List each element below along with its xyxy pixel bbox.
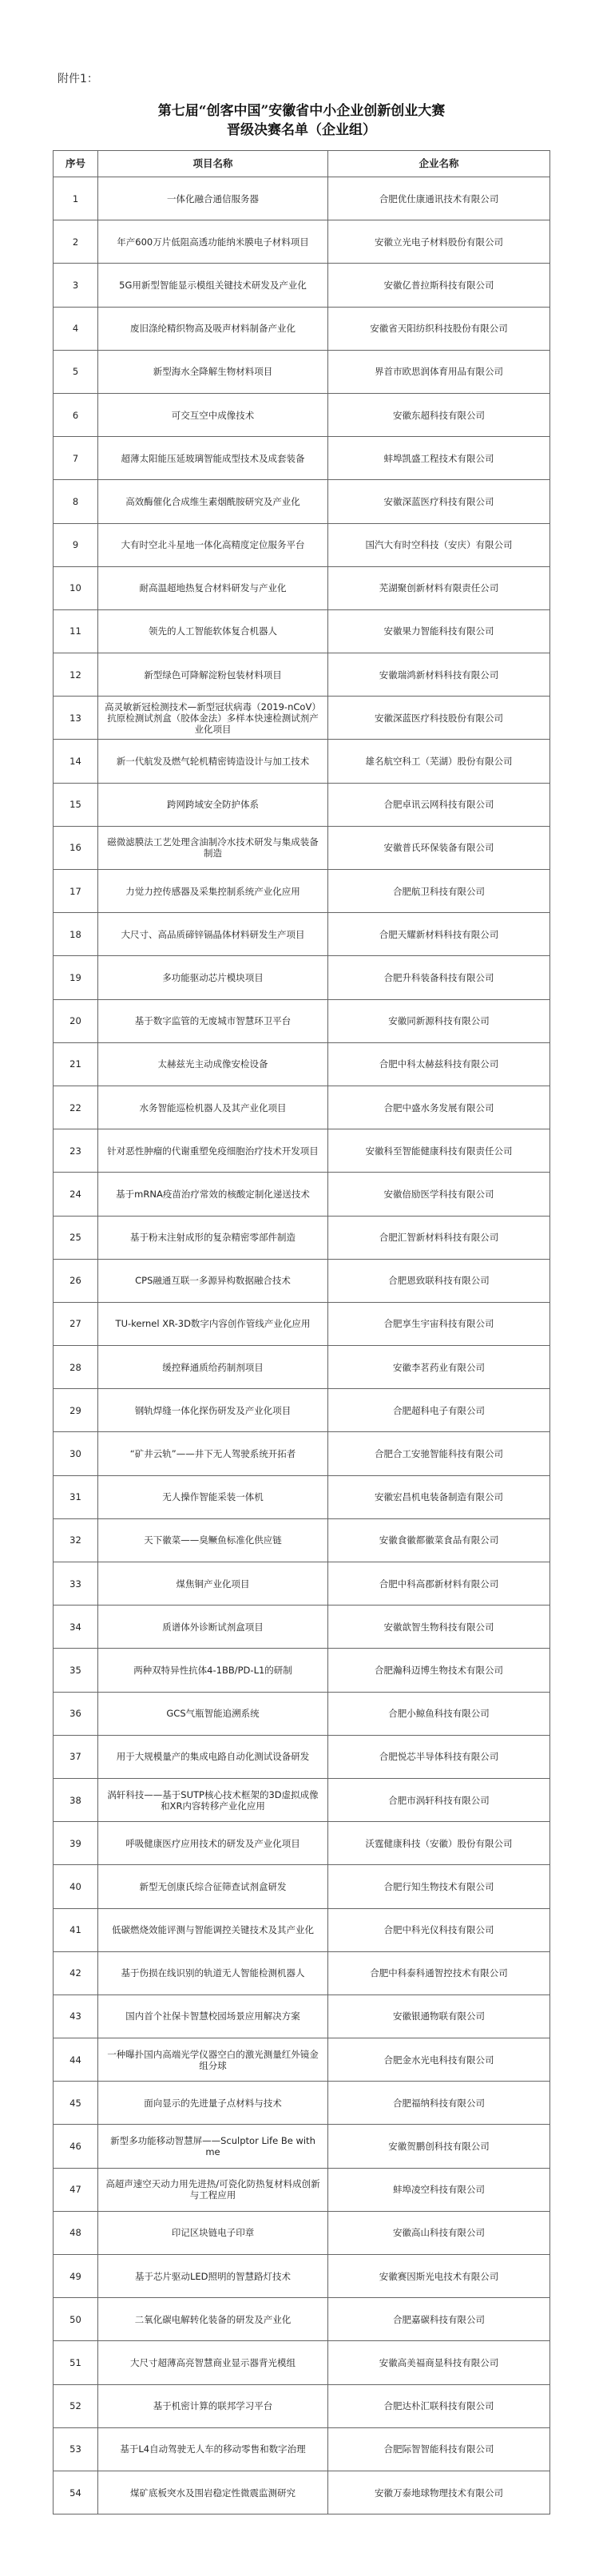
cell-project: 涡轩科技——基于SUTP核心技术框架的3D虚拟成像和XR内容转移产业化应用: [98, 1778, 328, 1821]
cell-enterprise: 安徽同新源科技有限公司: [328, 999, 550, 1042]
cell-project: 年产600万片低阻高透功能纳米膜电子材料项目: [98, 220, 328, 264]
cell-no: 40: [54, 1865, 98, 1908]
table-row: [54, 1951, 550, 1995]
cell-no: 30: [54, 1432, 98, 1475]
cell-project: 新一代航发及燃气轮机精密铸造设计与加工技术: [98, 740, 328, 783]
cell-project: 超薄太阳能压延玻璃智能成型技术及成套装备: [98, 437, 328, 480]
cell-project: 新型海水全降解生物材料项目: [98, 350, 328, 393]
cell-project: 基于芯片驱动LED照明的智慧路灯技术: [98, 2255, 328, 2298]
cell-no: 5: [54, 350, 98, 393]
cell-enterprise: 安徽李茗药业有限公司: [328, 1346, 550, 1389]
cell-enterprise: 界首市欧思润体育用品有限公司: [328, 350, 550, 393]
cell-enterprise: 合肥金水光电科技有限公司: [328, 2038, 550, 2082]
cell-project: 新型无创康氏综合征筛查试剂盒研发: [98, 1865, 328, 1908]
attachment-label: 附件1：: [58, 73, 98, 85]
header-project: 项目名称: [98, 151, 328, 177]
cell-enterprise: 合肥中盛水务发展有限公司: [328, 1086, 550, 1129]
cell-no: 8: [54, 480, 98, 523]
table-row: [54, 1692, 550, 1735]
table-row: [54, 437, 550, 480]
cell-enterprise: 合肥中科太赫兹科技有限公司: [328, 1042, 550, 1086]
table-row: [54, 2341, 550, 2384]
cell-no: 1: [54, 177, 98, 220]
cell-enterprise: 蚌埠凯盛工程技术有限公司: [328, 437, 550, 480]
table-row: [54, 1778, 550, 1821]
cell-project: 跨网跨域安全防护体系: [98, 783, 328, 826]
table-row: [54, 1346, 550, 1389]
cell-no: 47: [54, 2168, 98, 2211]
cell-enterprise: 合肥际智智能科技有限公司: [328, 2427, 550, 2471]
table-row: [54, 2427, 550, 2471]
cell-no: 20: [54, 999, 98, 1042]
table-row: [54, 2298, 550, 2341]
cell-enterprise: 合肥享生宇宙科技有限公司: [328, 1302, 550, 1345]
cell-project: 煤矿底板突水及围岩稳定性微震监测研究: [98, 2471, 328, 2514]
cell-enterprise: 合肥优仕康通讯技术有限公司: [328, 177, 550, 220]
table-row: [54, 826, 550, 869]
table-row: [54, 1129, 550, 1173]
cell-enterprise: 合肥升科装备科技有限公司: [328, 956, 550, 999]
cell-project: 面向显示的先进量子点材料与技术: [98, 2082, 328, 2125]
cell-no: 16: [54, 826, 98, 869]
cell-no: 52: [54, 2384, 98, 2427]
cell-no: 38: [54, 1778, 98, 1821]
cell-project: 基于L4自动驾驶无人车的移动零售和数字治理: [98, 2427, 328, 2471]
cell-project: GCS气瓶智能追溯系统: [98, 1692, 328, 1735]
table-row: [54, 1042, 550, 1086]
cell-no: 36: [54, 1692, 98, 1735]
cell-project: 一体化融合通信服务器: [98, 177, 328, 220]
table-row: [54, 1302, 550, 1345]
cell-enterprise: 安徽果力智能科技有限公司: [328, 609, 550, 653]
table-row: [54, 566, 550, 609]
cell-project: 低碳燃烧效能评测与智能调控关键技术及其产业化: [98, 1908, 328, 1951]
document-title: 第七届“创客中国”安徽省中小企业创新创业大赛: [157, 103, 446, 119]
table-row: [54, 350, 550, 393]
cell-project: 一种曝扑国内高端光学仪器空白的激光测量红外镜金组分球: [98, 2038, 328, 2082]
cell-project: 国内首个社保卡智慧校园场景应用解决方案: [98, 1995, 328, 2038]
table-row: [54, 177, 550, 220]
table-row: [54, 956, 550, 999]
cell-enterprise: 安徽科至智能健康科技有限责任公司: [328, 1129, 550, 1173]
cell-no: 10: [54, 566, 98, 609]
table-row: [54, 1865, 550, 1908]
cell-enterprise: 安徽省天阳纺织科技股份有限公司: [328, 307, 550, 350]
cell-project: 磁微滤膜法工艺处理含油制冷水技术研发与集成装备制造: [98, 826, 328, 869]
cell-project: 煤焦铜产业化项目: [98, 1562, 328, 1606]
cell-project: 多功能驱动芯片模块项目: [98, 956, 328, 999]
cell-no: 53: [54, 2427, 98, 2471]
cell-enterprise: 安徽倍励医学科技有限公司: [328, 1173, 550, 1216]
table-row: [54, 1432, 550, 1475]
cell-enterprise: 安徽深蓝医疗科技股份有限公司: [328, 697, 550, 740]
cell-project: 水务智能巡检机器人及其产业化项目: [98, 1086, 328, 1129]
cell-no: 28: [54, 1346, 98, 1389]
cell-enterprise: 合肥达朴汇联科技有限公司: [328, 2384, 550, 2427]
cell-project: 基于mRNA疫苗治疗常效的核酸定制化递送技术: [98, 1173, 328, 1216]
cell-project: 基于机密计算的联邦学习平台: [98, 2384, 328, 2427]
table-row: [54, 393, 550, 436]
cell-project: 天下徽菜——臭鳜鱼标准化供应链: [98, 1518, 328, 1562]
cell-project: 用于大规模量产的集成电路自动化测试设备研发: [98, 1735, 328, 1778]
cell-project: 大有时空北斗星地一体化高精度定位服务平台: [98, 523, 328, 566]
cell-enterprise: 合肥市涡轩科技有限公司: [328, 1778, 550, 1821]
cell-project: 高效酶催化合成维生素烟酰胺研究及产业化: [98, 480, 328, 523]
cell-project: 高灵敏新冠检测技术—新型冠状病毒（2019-nCoV）抗原检测试剂盒（胶体金法）多样本快速检测试剂产业化项目: [98, 697, 328, 740]
cell-enterprise: 合肥汇智新材料科技有限公司: [328, 1216, 550, 1259]
cell-project: 印记区块链电子印章: [98, 2211, 328, 2254]
table-row: [54, 220, 550, 264]
cell-project: “矿井云轨”——井下无人驾驶系统开拓者: [98, 1432, 328, 1475]
cell-no: 24: [54, 1173, 98, 1216]
cell-no: 54: [54, 2471, 98, 2514]
cell-enterprise: 合肥瀚科迈博生物技术有限公司: [328, 1649, 550, 1692]
cell-enterprise: 国汽大有时空科技（安庆）有限公司: [328, 523, 550, 566]
cell-enterprise: 安徽高美福商显科技有限公司: [328, 2341, 550, 2384]
cell-project: 基于粉末注射成形的复杂精密零部件制造: [98, 1216, 328, 1259]
cell-enterprise: 安徽瑞鸿新材料科技有限公司: [328, 653, 550, 697]
cell-project: 针对恶性肿瘤的代谢重塑免疫细胞治疗技术开发项目: [98, 1129, 328, 1173]
cell-no: 42: [54, 1951, 98, 1995]
cell-enterprise: 合肥嘉碳科技有限公司: [328, 2298, 550, 2341]
table-row: [54, 1735, 550, 1778]
table-row: [54, 1606, 550, 1649]
cell-enterprise: 安徽亿普拉斯科技有限公司: [328, 264, 550, 307]
cell-no: 44: [54, 2038, 98, 2082]
table-row: [54, 1086, 550, 1129]
cell-project: 力觉力控传感器及采集控制系统产业化应用: [98, 870, 328, 913]
table-row: [54, 609, 550, 653]
cell-no: 33: [54, 1562, 98, 1606]
cell-no: 22: [54, 1086, 98, 1129]
cell-enterprise: 合肥合工安驰智能科技有限公司: [328, 1432, 550, 1475]
cell-enterprise: 安徽贺鹏创科技有限公司: [328, 2125, 550, 2168]
cell-project: 领先的人工智能软体复合机器人: [98, 609, 328, 653]
table-row: [54, 1518, 550, 1562]
cell-enterprise: 合肥天耀新材料科技有限公司: [328, 913, 550, 956]
cell-no: 45: [54, 2082, 98, 2125]
cell-no: 3: [54, 264, 98, 307]
cell-enterprise: 安徽深蓝医疗科技有限公司: [328, 480, 550, 523]
cell-no: 19: [54, 956, 98, 999]
table-row: [54, 1216, 550, 1259]
table-row: [54, 480, 550, 523]
cell-project: 缓控释通质给药制剂项目: [98, 1346, 328, 1389]
cell-no: 51: [54, 2341, 98, 2384]
finalist-table: [53, 150, 550, 2514]
cell-no: 12: [54, 653, 98, 697]
table-row: [54, 1822, 550, 1865]
cell-enterprise: 合肥行知生物技术有限公司: [328, 1865, 550, 1908]
cell-no: 49: [54, 2255, 98, 2298]
cell-no: 17: [54, 870, 98, 913]
table-row: [54, 523, 550, 566]
cell-no: 46: [54, 2125, 98, 2168]
cell-no: 34: [54, 1606, 98, 1649]
cell-enterprise: 合肥恩致联科技有限公司: [328, 1259, 550, 1302]
cell-enterprise: 合肥小鲸鱼科技有限公司: [328, 1692, 550, 1735]
table-row: [54, 999, 550, 1042]
table-row: [54, 1173, 550, 1216]
cell-enterprise: 安徽高山科技有限公司: [328, 2211, 550, 2254]
header-enterprise: 企业名称: [328, 151, 550, 177]
cell-enterprise: 安徽赛因斯光电技术有限公司: [328, 2255, 550, 2298]
cell-project: 基于数字监管的无废城市智慧环卫平台: [98, 999, 328, 1042]
table-row: [54, 697, 550, 740]
cell-no: 14: [54, 740, 98, 783]
table-row: [54, 913, 550, 956]
table-row: [54, 2384, 550, 2427]
header-no: 序号: [54, 151, 98, 177]
cell-no: 50: [54, 2298, 98, 2341]
cell-no: 48: [54, 2211, 98, 2254]
cell-enterprise: 合肥卓讯云网科技有限公司: [328, 783, 550, 826]
cell-no: 41: [54, 1908, 98, 1951]
cell-enterprise: 合肥福纳科技有限公司: [328, 2082, 550, 2125]
cell-no: 21: [54, 1042, 98, 1086]
cell-enterprise: 合肥中科泰科通智控技术有限公司: [328, 1951, 550, 1995]
cell-no: 43: [54, 1995, 98, 2038]
table-row: [54, 1389, 550, 1432]
cell-project: 太赫兹光主动成像安检设备: [98, 1042, 328, 1086]
cell-enterprise: 合肥航卫科技有限公司: [328, 870, 550, 913]
table-row: [54, 307, 550, 350]
cell-enterprise: 蚌埠凌空科技有限公司: [328, 2168, 550, 2211]
table-row: [54, 2082, 550, 2125]
cell-enterprise: 合肥悦芯半导体科技有限公司: [328, 1735, 550, 1778]
cell-no: 4: [54, 307, 98, 350]
table-row: [54, 2255, 550, 2298]
cell-no: 23: [54, 1129, 98, 1173]
cell-enterprise: 安徽宏昌机电装备制造有限公司: [328, 1475, 550, 1518]
table-row: [54, 264, 550, 307]
table-row: [54, 1995, 550, 2038]
cell-project: CPS融通互联一多源异构数据融合技术: [98, 1259, 328, 1302]
cell-no: 15: [54, 783, 98, 826]
cell-no: 32: [54, 1518, 98, 1562]
cell-enterprise: 合肥中科高郡新材料有限公司: [328, 1562, 550, 1606]
cell-enterprise: 沃霆健康科技（安徽）股份有限公司: [328, 1822, 550, 1865]
cell-project: 新型绿色可降解淀粉包装材料项目: [98, 653, 328, 697]
cell-enterprise: 安徽银通物联有限公司: [328, 1995, 550, 2038]
table-row: [54, 2471, 550, 2514]
cell-no: 6: [54, 393, 98, 436]
table-row: [54, 1908, 550, 1951]
cell-project: 5G用新型智能显示模组关键技术研发及产业化: [98, 264, 328, 307]
table-row: [54, 1649, 550, 1692]
cell-project: 可交互空中成像技术: [98, 393, 328, 436]
cell-enterprise: 安徽歆智生物科技有限公司: [328, 1606, 550, 1649]
table-row: [54, 740, 550, 783]
cell-enterprise: 雄名航空科工（芜湖）股份有限公司: [328, 740, 550, 783]
cell-enterprise: 安徽普氏环保装备有限公司: [328, 826, 550, 869]
cell-project: 二氧化碳电解转化装备的研发及产业化: [98, 2298, 328, 2341]
document-subtitle: 晋级决赛名单（企业组）: [227, 122, 376, 138]
cell-project: 耐高温超地热复合材料研发与产业化: [98, 566, 328, 609]
cell-project: 新型多功能移动智慧屏——Sculptor Life Be with me: [98, 2125, 328, 2168]
cell-no: 2: [54, 220, 98, 264]
table-row: [54, 2038, 550, 2082]
cell-enterprise: 安徽立光电子材料股份有限公司: [328, 220, 550, 264]
table-header-row: [54, 151, 550, 177]
cell-no: 25: [54, 1216, 98, 1259]
cell-enterprise: 安徽食徽都徽菜食品有限公司: [328, 1518, 550, 1562]
table-row: [54, 2168, 550, 2211]
cell-enterprise: 合肥中科光仪科技有限公司: [328, 1908, 550, 1951]
table-row: [54, 1259, 550, 1302]
cell-project: TU-kernel XR-3D数字内容创作管线产业化应用: [98, 1302, 328, 1345]
cell-no: 13: [54, 697, 98, 740]
cell-enterprise: 安徽万泰地球物理技术有限公司: [328, 2471, 550, 2514]
cell-project: 大尺寸超薄高亮智慧商业显示器背光模组: [98, 2341, 328, 2384]
cell-no: 7: [54, 437, 98, 480]
cell-project: 大尺寸、高品质碲锌镉晶体材料研发生产项目: [98, 913, 328, 956]
cell-project: 无人操作智能采装一体机: [98, 1475, 328, 1518]
cell-no: 35: [54, 1649, 98, 1692]
cell-no: 27: [54, 1302, 98, 1345]
cell-no: 37: [54, 1735, 98, 1778]
cell-project: 呼吸健康医疗应用技术的研发及产业化项目: [98, 1822, 328, 1865]
cell-no: 31: [54, 1475, 98, 1518]
cell-enterprise: 安徽东超科技有限公司: [328, 393, 550, 436]
cell-project: 两种双特异性抗体4-1BB/PD-L1的研制: [98, 1649, 328, 1692]
table-row: [54, 653, 550, 697]
cell-no: 11: [54, 609, 98, 653]
cell-no: 39: [54, 1822, 98, 1865]
cell-no: 26: [54, 1259, 98, 1302]
table-row: [54, 870, 550, 913]
table-row: [54, 1562, 550, 1606]
cell-no: 29: [54, 1389, 98, 1432]
cell-enterprise: 芜湖聚创新材料有限责任公司: [328, 566, 550, 609]
cell-project: 钢轨焊缝一体化探伤研发及产业化项目: [98, 1389, 328, 1432]
cell-no: 18: [54, 913, 98, 956]
table-row: [54, 2125, 550, 2168]
cell-project: 质谱体外诊断试剂盒项目: [98, 1606, 328, 1649]
cell-project: 废旧涤纶精织物高及吸声材料制备产业化: [98, 307, 328, 350]
cell-project: 高超声速空天动力用先进热/可瓷化防热复材料成创新与工程应用: [98, 2168, 328, 2211]
table-row: [54, 1475, 550, 1518]
cell-project: 基于伤损在线识别的轨道无人智能检测机器人: [98, 1951, 328, 1995]
cell-no: 9: [54, 523, 98, 566]
table-row: [54, 2211, 550, 2254]
table-row: [54, 783, 550, 826]
cell-enterprise: 合肥超科电子有限公司: [328, 1389, 550, 1432]
